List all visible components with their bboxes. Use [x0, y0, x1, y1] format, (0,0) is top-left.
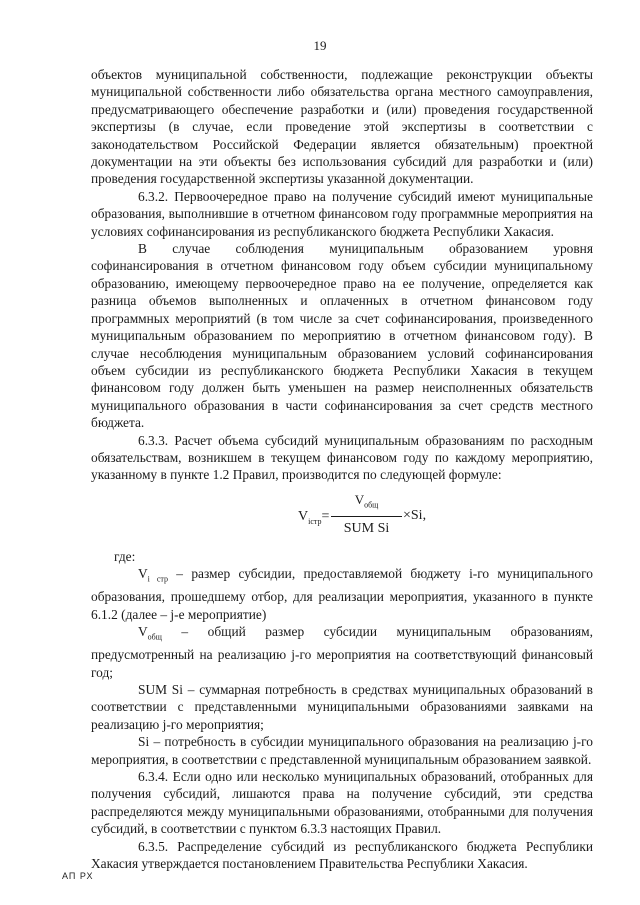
- definition-v-obsh-symbol: V: [138, 624, 148, 640]
- formula-lhs: [298, 508, 329, 530]
- definition-v-istr-symbol: V: [138, 566, 148, 582]
- definition-v-obsh: [91, 623, 593, 681]
- footer-mark: АП РХ: [62, 871, 94, 881]
- paragraph-6-3-4: 6.3.4. Если одно или несколько муниципальных образований, отобранных для получения субсидий, лишаются права на получение субсидий, эти средства распределяются между муниципальными образованиями, отобранными для получения субсидий, в соответствии с пунктом 6.3.3 настоящих Правил.: [91, 768, 593, 837]
- definition-sum-si: SUM Si – суммарная потребность в средствах муниципальных образований в соответствии с представленными муниципальными образованиями заявками на реализацию j-го мероприятия;: [91, 681, 593, 732]
- paragraph-objects: объектов муниципальной собственности, подлежащие реконструкции объекты муниципальной собственности либо обязательства органа местного самоуправления, предусматривающего обеспечение разработки и (или) проведения государственной экспертизы (в случае, если проведение этой экспертизы в соответствии с законодательством Российской Федерации является обязательным) проектной документации на эти объекты без использования субсидий для разработки и (или) проведения государственной экспертизы указанной документации.: [91, 67, 593, 187]
- formula-numerator-subscript: общ: [364, 500, 379, 510]
- formula-numerator: [331, 491, 402, 517]
- paragraph-6-3-3: 6.3.3. Расчет объема субсидий муниципальным образованиям по расходным обязательствам, возникшем в текущем финансовом году по каждому мероприятию, указанному в пункте 1.2 Правил, производится по следующей формуле:: [91, 432, 593, 483]
- definition-v-obsh-text: – общий размер субсидии муниципальным образованиям, предусмотренный на реализацию j-го мероприятия на соответствующий финансовый год;: [91, 624, 593, 680]
- formula-numerator-symbol: V: [354, 491, 365, 507]
- definition-si: Si – потребность в субсидии муниципального образования на реализацию j-го мероприятия, в соответствии с представленной муниципальным образованием заявкой.: [91, 734, 593, 767]
- formula-lhs-symbol: V: [298, 508, 309, 524]
- page-number: 19: [313, 38, 327, 53]
- formula-denominator: SUM Si: [343, 520, 390, 536]
- formula-equals: =: [321, 508, 330, 524]
- formula-fraction: [331, 491, 402, 537]
- paragraph-cofinancing: В случае соблюдения муниципальным образованием уровня софинансирования в отчетном финансовом году объем субсидии муниципальному образованию, имеющему первоочередное право на ее получение, определяется как разница объемов выполненных и оплаченных в отчетном финансовом году программных мероприятий (в том числе за счет софинансирования, произведенного муниципальным образованием по мероприятию в отчетном финансовом году). В случае несоблюдения муниципальным образованием условий софинансирования объем субсидии из республиканского бюджета Республики Хакасия в текущем финансовом году должен быть уменьшен на размер неисполненных обязательств муниципального образования в части софинансирования за счет средств местного бюджета.: [91, 241, 593, 431]
- paragraph-6-3-2: 6.3.2. Первоочередное право на получение субсидий имеют муниципальные образования, выполнившие в отчетном финансовом году программные мероприятия на условиях софинансирования из республиканского бюджета Республики Хакасия.: [91, 188, 593, 239]
- definition-v-istr-text: – размер субсидии, предоставляемой бюджету i-го муниципального образования, прошедшему отбор, для реализации мероприятия, указанного в пункте 6.1.2 (далее – j-е мероприятие): [91, 566, 593, 622]
- definition-v-istr: [91, 565, 593, 623]
- formula-rhs: ×Si,: [403, 507, 427, 523]
- formula-lhs-subscript: iстр: [308, 516, 322, 526]
- paragraph-6-3-5: 6.3.5. Распределение субсидий из республиканского бюджета Республики Хакасия утверждается постановлением Правительства Республики Хакасия.: [91, 838, 593, 871]
- definition-v-istr-subscript: i стр: [147, 574, 168, 584]
- document-body: [91, 66, 593, 872]
- definition-v-obsh-subscript: общ: [147, 632, 162, 642]
- subsidy-formula: [91, 491, 593, 543]
- where-label: где:: [114, 548, 136, 564]
